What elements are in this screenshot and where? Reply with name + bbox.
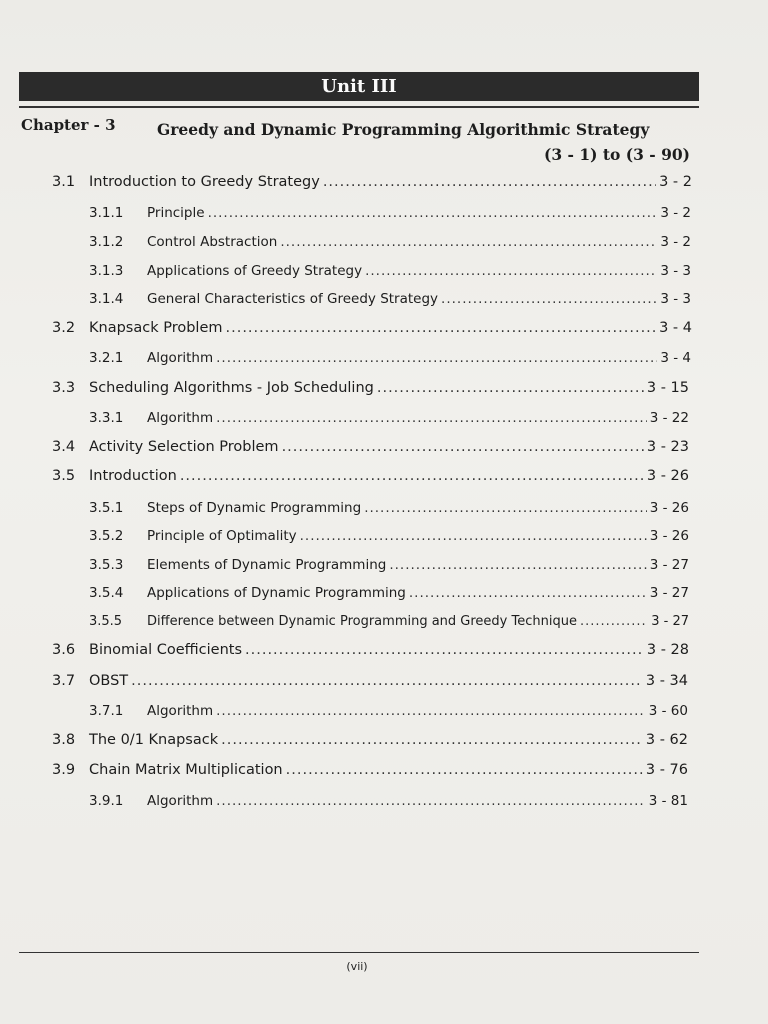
toc-leader xyxy=(409,585,647,601)
toc-page: 3 - 62 xyxy=(645,732,688,748)
toc-page: 3 - 23 xyxy=(646,439,689,455)
toc-title: Algorithm xyxy=(147,703,214,719)
toc-leader xyxy=(300,528,647,544)
toc-leader xyxy=(216,793,646,809)
toc-title: Steps of Dynamic Programming xyxy=(147,500,362,516)
toc-page: 3 - 27 xyxy=(649,557,689,573)
toc-leader xyxy=(245,642,644,658)
toc-leader xyxy=(216,350,657,366)
toc-leader xyxy=(286,762,643,778)
toc-number: 3.7 xyxy=(52,673,76,689)
toc-title: Chain Matrix Multiplication xyxy=(89,762,283,778)
toc-leader xyxy=(216,410,647,426)
toc-title: Control Abstraction xyxy=(147,234,278,250)
toc-leader xyxy=(580,614,648,629)
toc-entry xyxy=(52,380,689,396)
toc-number: 3.9.1 xyxy=(89,793,124,809)
toc-number: 3.7.1 xyxy=(89,703,124,719)
toc-title: Difference between Dynamic Programming and Greedy Technique xyxy=(147,614,577,629)
toc-title: The 0/1 Knapsack xyxy=(89,732,219,748)
toc-number: 3.5 xyxy=(52,468,76,484)
toc-entry xyxy=(89,205,691,221)
chapter-label: Chapter - 3 xyxy=(21,116,116,134)
toc-title: Introduction to Greedy Strategy xyxy=(89,174,320,190)
toc-entry xyxy=(52,673,688,689)
toc-page: 3 - 4 xyxy=(659,320,692,336)
toc-title: Binomial Coefficients xyxy=(89,642,243,658)
toc-title: Introduction xyxy=(89,468,177,484)
toc-entry xyxy=(89,528,689,544)
toc-page: 3 - 27 xyxy=(651,614,689,629)
toc-entry xyxy=(89,410,689,426)
toc-entry xyxy=(89,557,689,573)
toc-number: 3.4 xyxy=(52,439,76,455)
toc-page: 3 - 3 xyxy=(660,263,691,279)
toc-title: Algorithm xyxy=(147,410,214,426)
toc-page: 3 - 27 xyxy=(649,585,689,601)
toc-title: Applications of Greedy Strategy xyxy=(147,263,363,279)
toc-entry xyxy=(52,762,688,778)
toc-page: 3 - 22 xyxy=(649,410,689,426)
toc-entry xyxy=(89,793,688,809)
toc-number: 3.6 xyxy=(52,642,76,658)
toc-number: 3.3 xyxy=(52,380,76,396)
toc-page: 3 - 76 xyxy=(645,762,688,778)
toc-page: 3 - 15 xyxy=(646,380,689,396)
toc-page: 3 - 26 xyxy=(649,528,689,544)
toc-page: 3 - 26 xyxy=(646,468,689,484)
toc-number: 3.1.1 xyxy=(89,205,124,221)
toc-title: Principle xyxy=(147,205,205,221)
toc-leader xyxy=(389,557,646,573)
toc-entry xyxy=(52,174,692,190)
toc-leader xyxy=(377,380,644,396)
toc-leader xyxy=(323,174,656,190)
chapter-page-range: (3 - 1) to (3 - 90) xyxy=(543,145,690,164)
toc-leader xyxy=(131,673,643,689)
toc-title: OBST xyxy=(89,673,129,689)
toc-number: 3.2 xyxy=(52,320,76,336)
toc-title: Knapsack Problem xyxy=(89,320,223,336)
toc-entry xyxy=(89,291,691,307)
toc-number: 3.8 xyxy=(52,732,76,748)
toc-leader xyxy=(282,439,644,455)
toc-number: 3.2.1 xyxy=(89,350,124,366)
toc-number: 3.1.4 xyxy=(89,291,124,307)
toc-title: Elements of Dynamic Programming xyxy=(147,557,387,573)
toc-leader xyxy=(208,205,658,221)
toc-number: 3.5.1 xyxy=(89,500,124,516)
toc-number: 3.1.2 xyxy=(89,234,124,250)
toc-leader xyxy=(365,263,657,279)
toc-number: 3.9 xyxy=(52,762,76,778)
toc-entry xyxy=(52,468,689,484)
chapter-title: Greedy and Dynamic Programming Algorithmic Strategy xyxy=(157,120,650,139)
toc-number: 3.5.5 xyxy=(89,614,123,629)
toc-title: Algorithm xyxy=(147,350,214,366)
unit-banner: Unit III xyxy=(19,72,699,101)
toc-entry xyxy=(89,350,691,366)
toc-title: Applications of Dynamic Programming xyxy=(147,585,406,601)
toc-leader xyxy=(364,500,647,516)
footer-divider xyxy=(19,952,699,953)
toc-page: 3 - 2 xyxy=(659,174,692,190)
toc-leader xyxy=(441,291,657,307)
toc-page: 3 - 28 xyxy=(646,642,689,658)
toc-entry xyxy=(52,439,689,455)
footer-page-number: (vii) xyxy=(346,960,368,973)
toc-title: Scheduling Algorithms - Job Scheduling xyxy=(89,380,374,396)
toc-entry xyxy=(52,320,692,336)
toc-leader xyxy=(280,234,657,250)
toc-title: General Characteristics of Greedy Strategy xyxy=(147,291,439,307)
toc-entry xyxy=(89,585,689,601)
toc-page: 3 - 2 xyxy=(660,234,691,250)
toc-page: 3 - 26 xyxy=(649,500,689,516)
toc-entry xyxy=(89,500,689,516)
toc-number: 3.3.1 xyxy=(89,410,124,426)
toc-entry xyxy=(52,642,689,658)
toc-title: Activity Selection Problem xyxy=(89,439,279,455)
toc-page: 3 - 60 xyxy=(648,703,688,719)
toc-leader xyxy=(216,703,646,719)
toc-leader xyxy=(180,468,644,484)
toc-number: 3.1.3 xyxy=(89,263,124,279)
toc-page: 3 - 34 xyxy=(645,673,688,689)
toc-number: 3.5.4 xyxy=(89,585,124,601)
toc-number: 3.5.3 xyxy=(89,557,124,573)
toc-entry xyxy=(89,234,691,250)
toc-number: 3.1 xyxy=(52,174,76,190)
toc-entry xyxy=(89,614,689,629)
toc-leader xyxy=(221,732,643,748)
toc-entry xyxy=(89,263,691,279)
toc-entry xyxy=(89,703,688,719)
toc-leader xyxy=(226,320,657,336)
toc-page: 3 - 81 xyxy=(648,793,688,809)
toc-page: 3 - 3 xyxy=(660,291,691,307)
toc-entry xyxy=(52,732,688,748)
toc-title: Algorithm xyxy=(147,793,214,809)
toc-number: 3.5.2 xyxy=(89,528,124,544)
toc-title: Principle of Optimality xyxy=(147,528,297,544)
toc-page: 3 - 2 xyxy=(660,205,691,221)
toc-page: 3 - 4 xyxy=(660,350,691,366)
